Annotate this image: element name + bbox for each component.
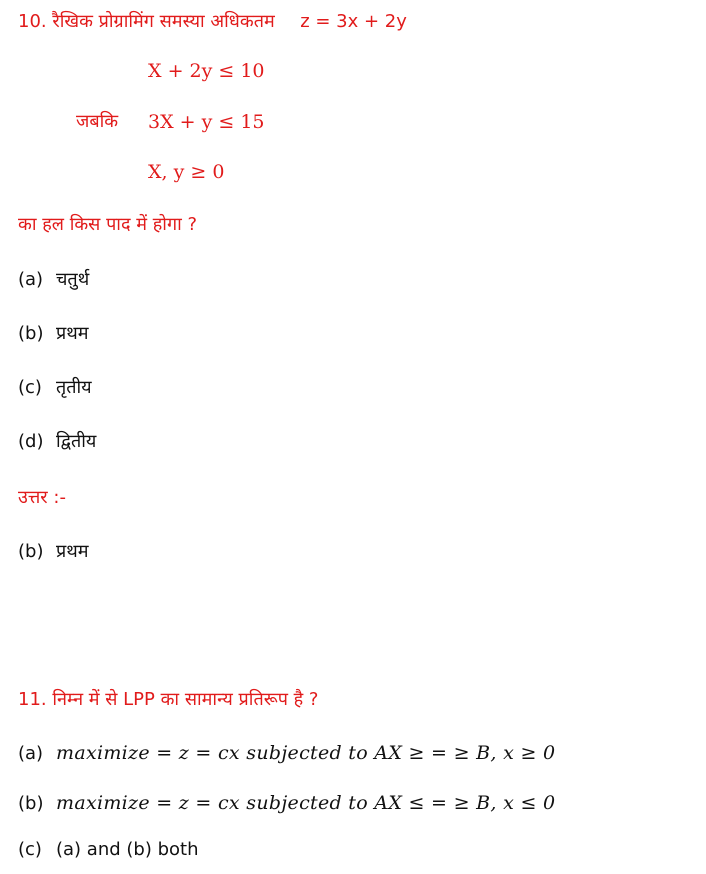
q11-option-a-label: (a) bbox=[18, 743, 44, 764]
q10-answer bbox=[18, 540, 89, 564]
q11-option-b bbox=[18, 791, 555, 816]
q10-option-a-label: (a) bbox=[18, 269, 44, 290]
q11-option-b-text: maximize = z = cx subjected to AX ≤ = ≥ B, x ≤ 0 bbox=[56, 792, 556, 814]
q11-heading: 11. निम्न में से LPP का सामान्य प्रतिरूप है ? bbox=[18, 689, 319, 710]
q11-option-c bbox=[18, 838, 198, 862]
q10-option-d-label: (d) bbox=[18, 431, 44, 452]
q10-option-b bbox=[18, 322, 89, 346]
q10-option-a bbox=[18, 268, 89, 292]
q11-option-a-text: maximize = z = cx subjected to AX ≥ = ≥ B, x ≥ 0 bbox=[56, 742, 556, 764]
q10-constraint-2: 3X + y ≤ 15 bbox=[148, 111, 265, 133]
q10-heading-line bbox=[18, 10, 407, 34]
q11-option-a bbox=[18, 741, 555, 766]
q10-option-c bbox=[18, 376, 92, 400]
q10-objective: z = 3x + 2y bbox=[300, 11, 407, 32]
q10-subject-to: जबकि bbox=[76, 111, 119, 132]
q10-subject-to-line bbox=[76, 110, 118, 134]
q10-answer-text: प्रथम bbox=[56, 541, 89, 562]
q11-option-b-label: (b) bbox=[18, 793, 44, 814]
q10-option-c-text: तृतीय bbox=[56, 377, 92, 398]
q10-option-a-text: चतुर्थ bbox=[56, 269, 90, 290]
q10-option-d bbox=[18, 430, 96, 454]
q10-answer-label: (b) bbox=[18, 541, 44, 562]
q10-question: का हल किस पाद में होगा ? bbox=[18, 214, 198, 235]
q10-option-b-label: (b) bbox=[18, 323, 44, 344]
q10-heading: 10. रैखिक प्रोग्रामिंग समस्या अधिकतम bbox=[18, 11, 275, 32]
q10-option-d-text: द्वितीय bbox=[56, 431, 97, 452]
q10-answer-heading: उत्तर :- bbox=[18, 487, 66, 508]
q10-option-b-text: प्रथम bbox=[56, 323, 89, 344]
q10-constraint-3: X, y ≥ 0 bbox=[148, 161, 225, 183]
q10-option-c-label: (c) bbox=[18, 377, 42, 398]
q11-option-c-label: (c) bbox=[18, 839, 42, 860]
q11-option-c-text: (a) and (b) both bbox=[56, 839, 199, 860]
q10-constraint-1: X + 2y ≤ 10 bbox=[148, 60, 265, 82]
